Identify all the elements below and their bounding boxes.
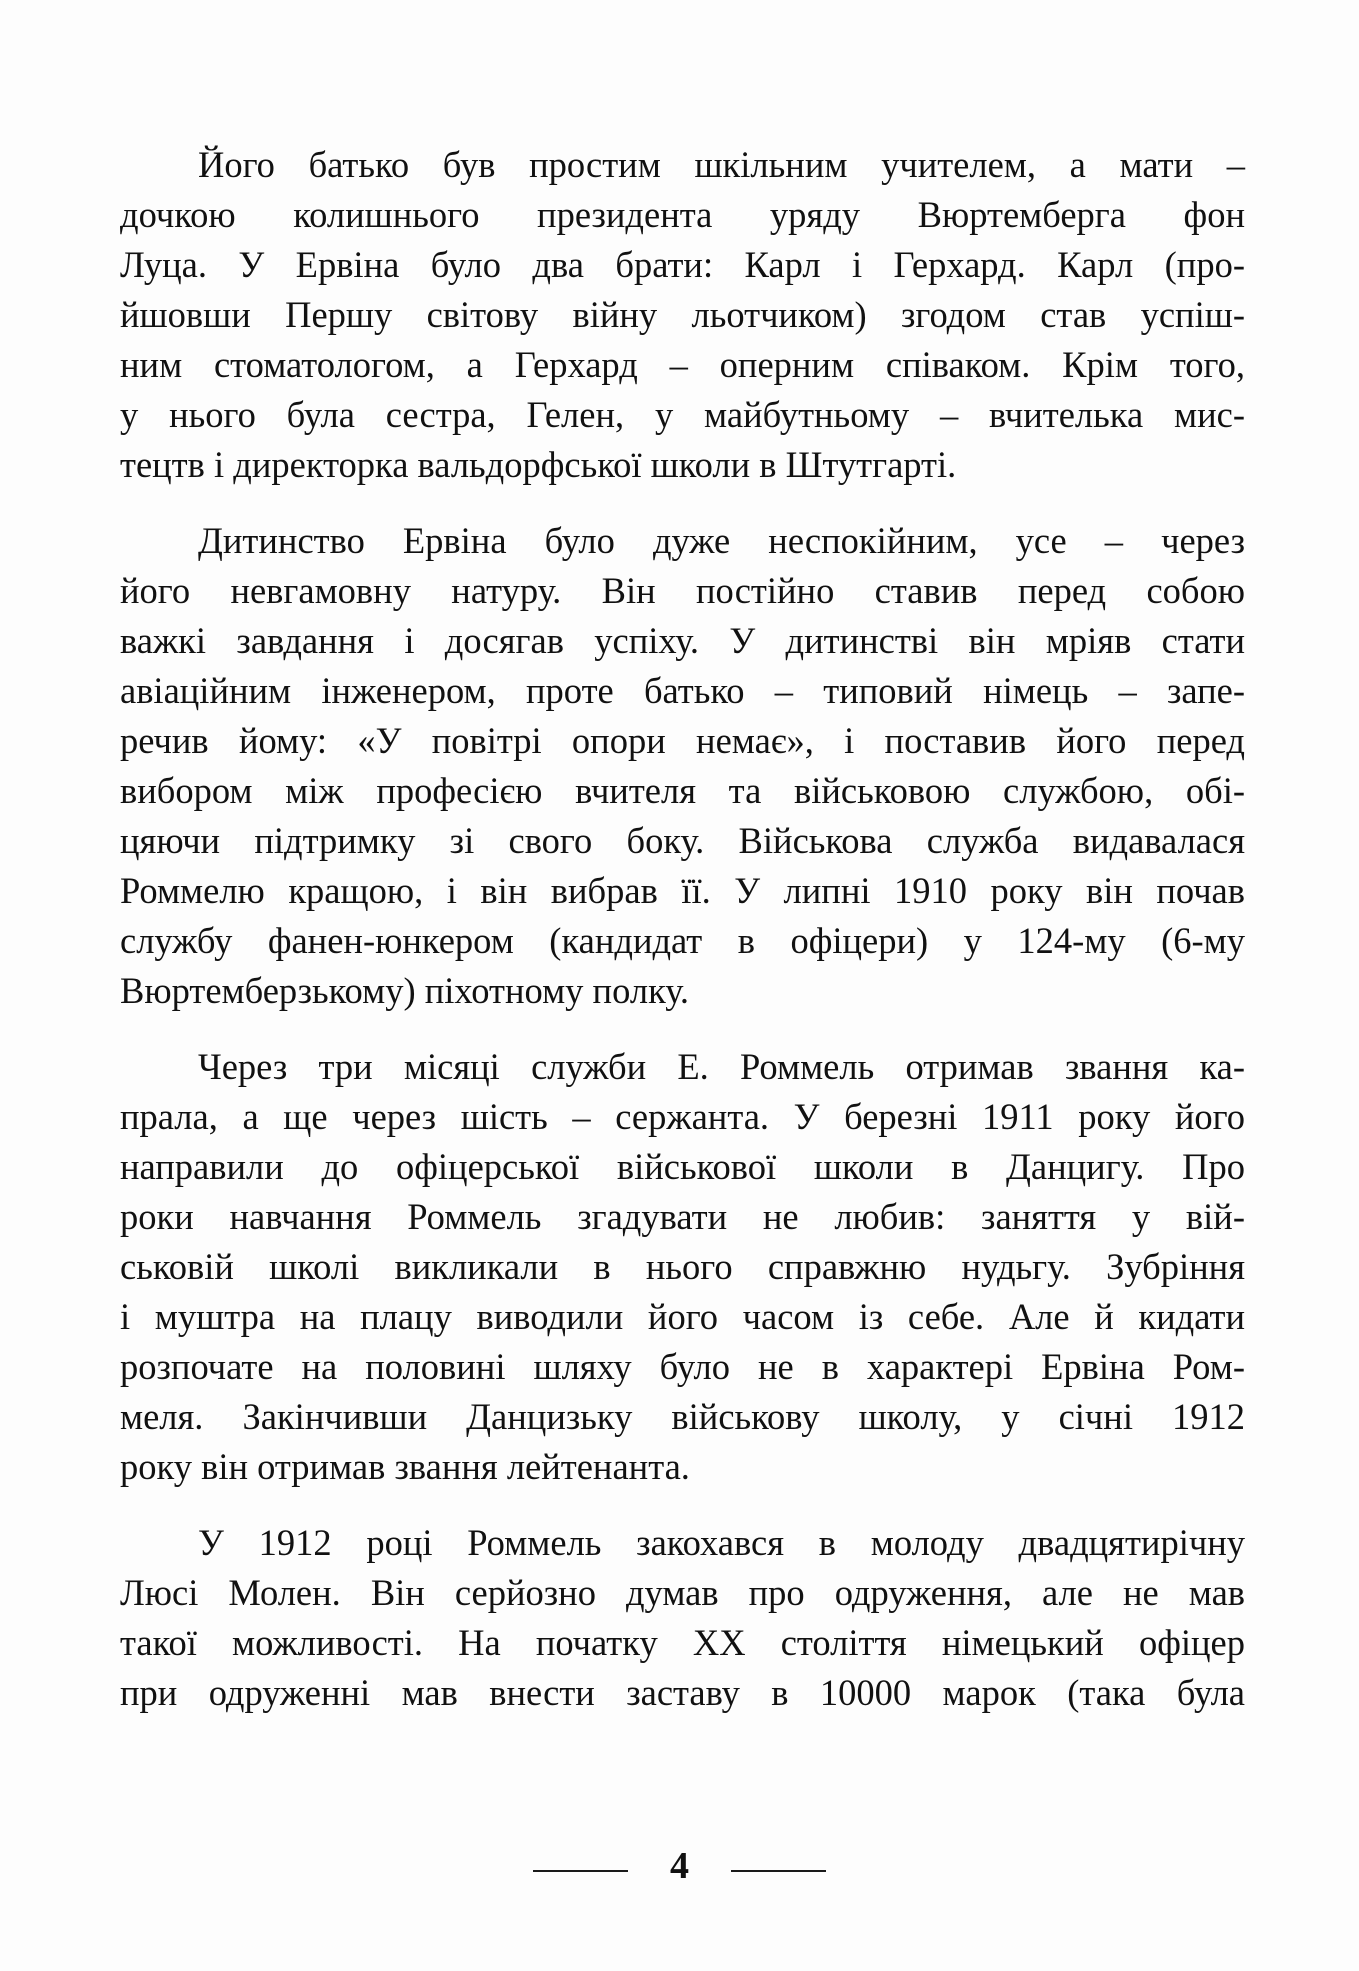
text-line: розпочате на половині шляху було не в характері Ервіна Ром-	[120, 1346, 1245, 1387]
text-line: меля. Закінчивши Данцизьку військову школу, у січні 1912	[120, 1396, 1245, 1437]
page-footer	[0, 1836, 1359, 1896]
text-line: при одруженні мав внести заставу в 10000 марок (така була	[120, 1672, 1245, 1713]
text-line: і муштра на плацу виводили його часом із себе. Але й кидати	[120, 1296, 1245, 1337]
text-line: Вюртемберзькому) піхотному полку.	[120, 970, 690, 1011]
text-line: Дитинство Ервіна було дуже неспокійним, усе – через	[198, 520, 1245, 561]
text-line: Його батько був простим шкільним учителем, а мати –	[198, 144, 1245, 185]
body-text	[120, 140, 1245, 1744]
text-line: важкі завдання і досягав успіху. У дитинстві він мріяв стати	[120, 620, 1245, 661]
text-line: ним стоматологом, а Герхард – оперним співаком. Крім того,	[120, 344, 1245, 385]
text-line: дочкою колишнього президента уряду Вюртемберга фон	[120, 194, 1245, 235]
footer-rule-right	[731, 1870, 826, 1872]
text-line: Луца. У Ервіна було два брати: Карл і Герхард. Карл (про-	[120, 244, 1245, 285]
paragraph	[120, 516, 1245, 1016]
text-line: службу фанен-юнкером (кандидат в офіцери) у 124-му (6-му	[120, 920, 1245, 961]
text-line: року він отримав звання лейтенанта.	[120, 1446, 690, 1487]
text-line: ськовій школі викликали в нього справжню нудьгу. Зубріння	[120, 1246, 1245, 1287]
text-line: речив йому: «У повітрі опори немає», і поставив його перед	[120, 720, 1245, 761]
text-line: Роммелю кращою, і він вибрав її. У липні 1910 року він почав	[120, 870, 1245, 911]
text-line: йшовши Першу світову війну льотчиком) згодом став успіш-	[120, 294, 1245, 335]
text-line: у нього була сестра, Гелен, у майбутньому – вчителька мис-	[120, 394, 1245, 435]
text-line: У 1912 році Роммель закохався в молоду двадцятирічну	[198, 1522, 1245, 1563]
text-line: тецтв і директорка вальдорфської школи в Штутгарті.	[120, 444, 957, 485]
text-line: Через три місяці служби Е. Роммель отримав звання ка-	[198, 1046, 1245, 1087]
text-line: цяючи підтримку зі свого боку. Військова служба видавалася	[120, 820, 1245, 861]
text-line: Люсі Молен. Він серйозно думав про одруження, але не мав	[120, 1572, 1245, 1613]
text-line: авіаційним інженером, проте батько – типовий німець – запе-	[120, 670, 1245, 711]
paragraph	[120, 1042, 1245, 1492]
text-line: вибором між професією вчителя та військовою службою, обі-	[120, 770, 1245, 811]
paragraph	[120, 140, 1245, 490]
text-line: прала, а ще через шість – сержанта. У березні 1911 року його	[120, 1096, 1245, 1137]
footer-rule-left	[533, 1870, 628, 1872]
paragraph	[120, 1518, 1245, 1718]
text-line: роки навчання Роммель згадувати не любив: заняття у вій-	[120, 1196, 1245, 1237]
page-number: 4	[670, 1845, 689, 1887]
text-line: його невгамовну натуру. Він постійно ставив перед собою	[120, 570, 1245, 611]
text-line: направили до офіцерської військової школи в Данцигу. Про	[120, 1146, 1245, 1187]
text-line: такої можливості. На початку XX століття німецький офіцер	[120, 1622, 1245, 1663]
